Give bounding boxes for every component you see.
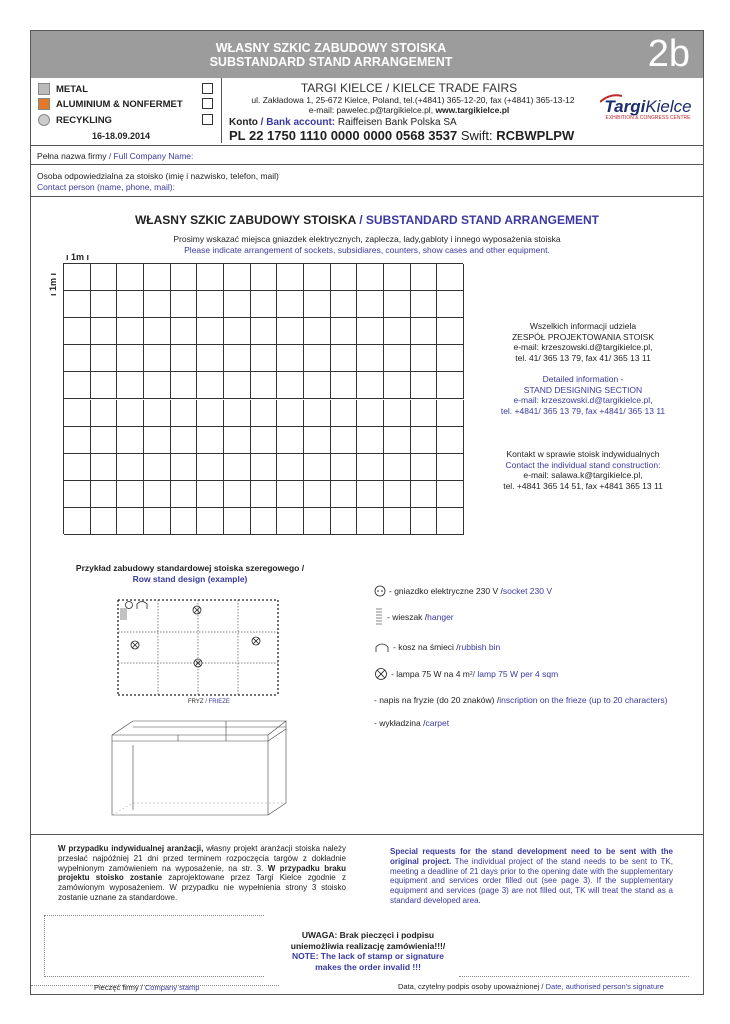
legend-carpet [374,718,449,728]
hanger-icon [374,607,384,627]
frieze-pl: FRYZ [188,699,204,705]
swift-code: RCBWPLPW [496,128,575,143]
grid-cell[interactable] [117,318,144,345]
grid-cell[interactable] [251,264,278,291]
material-label: ALUMINIUM & NONFERMET [56,98,183,110]
grid-cell[interactable] [171,481,198,508]
grid-cell[interactable] [384,264,411,291]
grid-cell[interactable] [251,318,278,345]
aluminium-checkbox[interactable] [202,98,213,109]
header-title [31,41,631,69]
info-individual [478,449,688,491]
grid-cell[interactable] [197,400,224,427]
grid-cell[interactable] [197,508,224,535]
bank-account-label: Bank account: [266,117,336,128]
legend-text-en: hanger [427,612,454,622]
grid-cell[interactable] [197,427,224,454]
grid-cell[interactable] [411,318,438,345]
grid-cell[interactable] [331,345,358,372]
grid-cell[interactable] [357,508,384,535]
instruction-pl: Prosimy wskazać miejsca gniazdek elektrycznych, zaplecza, lady,gabloty i innego wyposażenia stoiska [173,234,561,244]
grid-cell[interactable] [144,508,171,535]
form-number: 2b [647,33,690,75]
legend-text-pl: - wykładzina / [374,718,426,728]
warning-note [268,930,468,972]
info-line: tel. +4841/ 365 13 79, fax +4841/ 365 13 11 [500,405,666,416]
grid-cell[interactable] [144,481,171,508]
grid-cell[interactable] [197,454,224,481]
aluminium-icon [38,98,50,110]
material-label: RECYKLING [56,114,112,126]
scale-v-label: 1m [48,277,58,291]
stamp-caption-pl: Pieczęć firmy [94,983,139,992]
swift-label: Swift: [457,128,497,143]
grid-cell[interactable] [117,427,144,454]
fair-dates: 16-18.09.2014 [92,131,151,141]
organizer-website[interactable]: www.targikielce.pl [435,105,510,115]
contact-person-field[interactable] [37,171,279,192]
grid-cell[interactable] [384,454,411,481]
grid-cell[interactable] [91,481,118,508]
grid-cell[interactable] [357,264,384,291]
divider [31,145,703,146]
grid-cell[interactable] [437,400,464,427]
grid-cell[interactable] [331,427,358,454]
grid-cell[interactable] [144,454,171,481]
sketch-grid[interactable] [63,263,463,534]
section-title-en: SUBSTANDARD STAND ARRANGEMENT [365,213,600,227]
legend-text-en: carpet [425,718,450,728]
warning-en: makes the order invalid !!! [315,961,421,972]
grid-cell[interactable] [384,372,411,399]
grid-cell[interactable] [384,400,411,427]
grid-cell[interactable] [171,345,198,372]
example-title [40,563,340,584]
grid-cell[interactable] [384,508,411,535]
grid-cell[interactable] [117,508,144,535]
grid-cell[interactable] [304,481,331,508]
info-line: e-mail: krzeszowski.d@targikielce.pl, [513,342,653,352]
organizer-address: ul. Zakładowa 1, 25-672 Kielce, Poland, tel.(+4841) 365-12-20, fax (+4841) 365-13-12 [251,95,575,105]
grid-cell[interactable] [251,345,278,372]
bin-icon [374,641,390,653]
grid-cell[interactable] [91,454,118,481]
organizer-contact [228,105,590,116]
divider [31,834,703,835]
contact-label-pl: Osoba odpowiedzialna za stoisko (imię i nazwisko, telefon, mail) [37,171,279,181]
account-number: PL 22 1750 1110 0000 0000 0568 3537 [229,128,458,143]
note-pl-text: własny projekt aranżacji stoiska należy przesłać najpóźniej 21 dni przed terminem rozpoczęcia targów z dokładnie wypełnionym zamówieniem na wyposażenie, na str. 3. [58,844,346,873]
grid-cell[interactable] [277,427,304,454]
grid-cell[interactable] [224,427,251,454]
grid-cell[interactable] [197,481,224,508]
grid-cell[interactable] [197,318,224,345]
info-line: tel. +4841 365 14 51, fax +4841 365 13 11 [503,480,663,491]
grid-cell[interactable] [277,318,304,345]
grid-cell[interactable] [64,481,91,508]
grid-cell[interactable] [357,481,384,508]
grid-cell[interactable] [304,427,331,454]
note-en [390,847,673,906]
account-line [229,128,574,143]
warning-en: NOTE: The lack of stamp or signature [291,951,445,961]
grid-cell[interactable] [64,454,91,481]
grid-cell[interactable] [91,427,118,454]
metal-checkbox[interactable] [202,83,213,94]
grid-cell[interactable] [411,508,438,535]
grid-cell[interactable] [171,372,198,399]
contact-label-en: Contact person (name, phone, mail): [37,181,175,192]
legend-text-pl: - napis na fryzie (do 20 znaków) / [374,695,500,705]
info-line: Contact the individual stand construction: [505,459,661,470]
grid-cell[interactable] [437,264,464,291]
grid-cell[interactable] [64,345,91,372]
legend-text-pl: - kosz na śmieci / [393,642,459,652]
grid-cell[interactable] [251,481,278,508]
grid-cell[interactable] [357,291,384,318]
grid-cell[interactable] [384,345,411,372]
grid-cell[interactable] [144,400,171,427]
grid-cell[interactable] [384,427,411,454]
grid-cell[interactable] [197,291,224,318]
grid-cell[interactable] [64,400,91,427]
info-line: Kontakt w sprawie stoisk indywidualnych [506,449,660,459]
frieze-sep: / [203,699,209,705]
signature-caption-pl: Data, czytelny podpis osoby upoważnionej [398,982,540,991]
company-label-pl: Pełna nazwa firmy [37,151,107,161]
grid-cell[interactable] [437,372,464,399]
legend-hanger [374,607,454,627]
grid-cell[interactable] [251,400,278,427]
grid-cell[interactable] [91,508,118,535]
grid-cell[interactable] [304,400,331,427]
frieze-label [188,699,230,705]
grid-cell[interactable] [277,291,304,318]
note-pl [58,844,346,903]
legend-text-pl: - gniazdko elektryczne 230 V / [389,586,503,596]
grid-cell[interactable] [437,481,464,508]
grid-cell[interactable] [91,400,118,427]
grid-cell[interactable] [64,318,91,345]
grid-cell[interactable] [411,345,438,372]
grid-cell[interactable] [171,454,198,481]
note-en-text: The individual project of the stand needs to be sent to TK, meeting a deadline of 21 days prior to the opening date with the supplementary equipment and services order filled out (see page 3). If the supplementary equipment and services (page 3) are not filled out, TK will treat the stand as a standard developed area. [390,856,673,905]
company-label-en: Full Company Name: [113,151,194,161]
scale-horizontal: ı 1m ı [66,252,90,262]
grid-cell[interactable] [117,345,144,372]
info-line: tel. 41/ 365 13 79, fax 41/ 365 13 11 [515,352,651,363]
header-title-en: SUBSTANDARD STAND ARRANGEMENT [209,55,453,69]
legend-text-pl: - wieszak / [387,612,428,622]
grid-cell[interactable] [197,372,224,399]
grid-cell[interactable] [331,454,358,481]
scale-vertical: ı 1m ı [48,272,58,296]
grid-cell[interactable] [224,400,251,427]
grid-cell[interactable] [64,508,91,535]
grid-cell[interactable] [224,481,251,508]
grid-cell[interactable] [304,264,331,291]
grid-cell[interactable] [277,264,304,291]
grid-cell[interactable] [251,508,278,535]
grid-cell[interactable] [117,291,144,318]
grid-cell[interactable] [411,427,438,454]
example-title-en: Row stand design (example) [132,573,248,584]
lamp-icon [374,667,388,681]
grid-cell[interactable] [411,400,438,427]
grid-cell[interactable] [144,291,171,318]
grid-cell[interactable] [91,264,118,291]
grid-cell[interactable] [251,454,278,481]
example-floorplan [110,595,290,700]
metal-icon [38,83,50,95]
grid-cell[interactable] [224,454,251,481]
grid-cell[interactable] [304,291,331,318]
note-pl-bold: W przypadku braku projektu stoisko zostanie [58,863,346,883]
grid-cell[interactable] [437,508,464,535]
grid-cell[interactable] [197,264,224,291]
company-stamp-area[interactable] [44,915,264,977]
warning-pl: uniemożliwia realizację zamówienia!!!/ [290,940,446,951]
legend-frieze [374,695,667,705]
frieze-en: FRIEZE [208,699,230,705]
info-line: Wszelkich informacji udziela [529,321,637,331]
grid-cell[interactable] [277,481,304,508]
legend-text-en: / lamp 75 W per 4 sqm [472,669,559,679]
section-title-pl: WŁASNY SZKIC ZABUDOWY STOISKA [134,213,356,227]
recycling-checkbox[interactable] [202,114,213,125]
grid-cell[interactable] [331,508,358,535]
grid-cell[interactable] [64,372,91,399]
grid-cell[interactable] [197,345,224,372]
company-name-field[interactable]: Pełna nazwa firmy / Full Company Name: [37,151,194,161]
bank-account-line [229,117,457,128]
konto-sep: / [257,117,267,128]
targikielce-logo [598,97,698,121]
grid-cell[interactable] [437,345,464,372]
note-pl-text: zaprojektowane przez Targi Kielce zgodnie z zamówionym wyposażeniem. W przypadku nie wypełnienia strony 3 stoisko zostanie uznane za standardowe. [58,873,346,902]
legend-sup: 2 [469,671,473,677]
grid-cell[interactable] [64,264,91,291]
legend-bin [374,641,500,653]
info-line: e-mail: krzeszowski.d@targikielce.pl, [513,395,653,405]
grid-cell[interactable] [91,372,118,399]
grid-cell[interactable] [357,454,384,481]
legend-socket [374,585,552,597]
grid-cell[interactable] [384,318,411,345]
logo-swoosh-icon [600,93,622,103]
grid-cell[interactable] [171,318,198,345]
example-title-pl: Przykład zabudowy standardowej stoiska szeregowego / [75,563,305,573]
grid-cell[interactable] [144,372,171,399]
legend-lamp [374,667,558,681]
info-line: Detailed information - [542,374,624,384]
grid-cell[interactable] [304,372,331,399]
grid-cell[interactable] [411,291,438,318]
grid-cell[interactable] [277,345,304,372]
grid-cell[interactable] [224,508,251,535]
logo-targi: Targi [604,97,646,116]
grid-cell[interactable] [144,318,171,345]
logo-tagline: EXHIBITION & CONGRESS CENTRE [605,115,691,121]
header-title-pl: WŁASNY SZKIC ZABUDOWY STOISKA [215,41,447,55]
grid-cell[interactable] [171,400,198,427]
signature-line[interactable] [459,976,689,977]
legend-text-en: socket 230 V [502,586,553,596]
warning-pl: UWAGA: Brak pieczęci i podpisu [301,930,435,940]
organizer-name: TARGI KIELCE / KIELCE TRADE FAIRS [300,81,518,95]
grid-cell[interactable] [171,427,198,454]
signature-caption [398,982,664,991]
material-label: METAL [56,83,89,95]
section-title [31,213,703,227]
scale-h-label: 1m [71,252,85,262]
grid-cell[interactable] [251,372,278,399]
legend-text-en: inscription on the frieze (up to 20 characters) [499,695,668,705]
grid-cell[interactable] [304,345,331,372]
grid-cell[interactable] [117,372,144,399]
signature-caption-sep: / [539,982,546,991]
konto-label: Konto [229,117,258,128]
stand-perspective-sketch [108,715,288,820]
note-pl-bold: W przypadku indywidualnej aranżacji, [58,844,204,853]
stamp-caption-en: Company stamp [144,983,200,992]
material-aluminium [38,97,183,111]
info-pl [478,321,688,363]
grid-cell[interactable] [331,372,358,399]
grid-cell[interactable] [91,318,118,345]
recycling-icon [38,114,50,126]
grid-cell[interactable] [117,264,144,291]
bank-name: Raiffeisen Bank Polska SA [335,117,457,128]
grid-cell[interactable] [304,318,331,345]
grid-cell[interactable] [277,400,304,427]
grid-cell[interactable] [331,400,358,427]
grid-cell[interactable] [224,372,251,399]
grid-cell[interactable] [277,372,304,399]
grid-cell[interactable] [117,481,144,508]
signature-caption-en: Date, authorised person's signature [545,982,664,991]
grid-cell[interactable] [357,372,384,399]
divider [31,164,703,165]
info-en [478,374,688,416]
grid-cell[interactable] [304,454,331,481]
material-recycling [38,113,112,127]
grid-cell[interactable] [251,291,278,318]
divider [31,196,703,197]
grid-cell[interactable] [91,291,118,318]
grid-cell[interactable] [144,345,171,372]
divider [221,78,222,143]
section-title-sep: / [355,213,366,227]
grid-cell[interactable] [171,264,198,291]
grid-cell[interactable] [411,454,438,481]
grid-cell[interactable] [64,427,91,454]
grid-cell[interactable] [411,372,438,399]
grid-cell[interactable] [331,264,358,291]
grid-cell[interactable] [144,264,171,291]
grid-cell[interactable] [144,427,171,454]
legend-text-pl: - lampa 75 W na 4 m [391,669,470,679]
material-metal [38,82,88,96]
grid-cell[interactable] [437,427,464,454]
grid-cell[interactable] [437,454,464,481]
grid-cell[interactable] [277,454,304,481]
grid-cell[interactable] [171,291,198,318]
grid-cell[interactable] [437,318,464,345]
info-line: ZESPÓŁ PROJEKTOWANIA STOISK [511,331,655,342]
grid-cell[interactable] [384,291,411,318]
grid-cell[interactable] [91,345,118,372]
grid-cell[interactable] [357,345,384,372]
grid-cell[interactable] [277,508,304,535]
grid-cell[interactable] [251,427,278,454]
section-instruction [31,234,703,255]
grid-cell[interactable] [64,291,91,318]
grid-cell[interactable] [411,264,438,291]
grid-cell[interactable] [171,508,198,535]
grid-cell[interactable] [224,345,251,372]
grid-cell[interactable] [224,264,251,291]
grid-cell[interactable] [331,481,358,508]
instruction-en: Please indicate arrangement of sockets, subsidiares, counters, show cases and other equipment. [184,244,550,255]
socket-icon [374,585,386,597]
stamp-caption-sep: / [138,983,145,992]
stamp-caption [94,983,199,992]
grid-cell[interactable] [357,427,384,454]
grid-cell[interactable] [117,454,144,481]
grid-cell[interactable] [117,400,144,427]
grid-cell[interactable] [411,481,438,508]
grid-cell[interactable] [384,481,411,508]
grid-cell[interactable] [437,291,464,318]
logo-kielce: Kielce [645,97,692,116]
grid-cell[interactable] [224,291,251,318]
grid-cell[interactable] [331,318,358,345]
organizer-email: e-mail: pawelec.p@targikielce.pl, [308,105,436,115]
grid-cell[interactable] [224,318,251,345]
note-en-bold: Special requests for the stand development need to be sent with the original project. [390,847,673,866]
legend-text-en: rubbish bin [458,642,501,652]
grid-cell[interactable] [357,400,384,427]
info-line: STAND DESIGNING SECTION [523,384,643,395]
grid-cell[interactable] [357,318,384,345]
grid-cell[interactable] [331,291,358,318]
info-line: e-mail: salawa.k@targikielce.pl, [523,470,643,480]
grid-cell[interactable] [304,508,331,535]
